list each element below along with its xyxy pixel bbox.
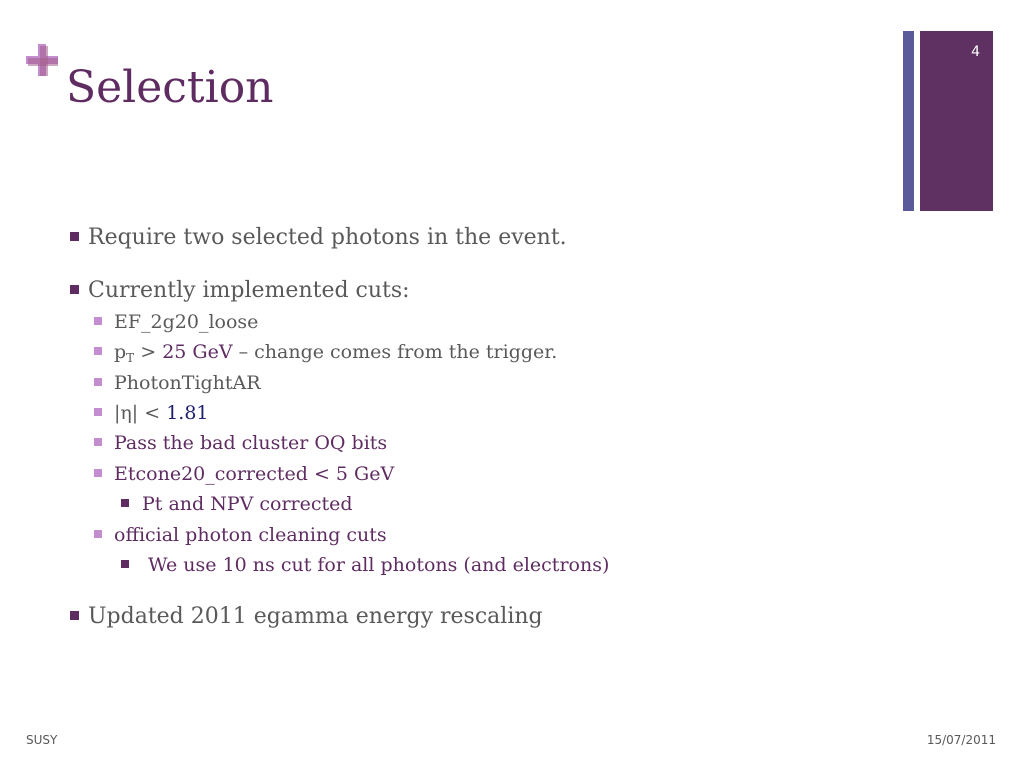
square-bullet-icon	[94, 438, 102, 446]
footer-date: 15/07/2011	[926, 733, 996, 747]
cut-cleaning-note: We use 10 ns cut for all photons (and electrons)	[121, 554, 609, 576]
square-bullet-icon	[94, 317, 102, 325]
square-bullet-icon	[121, 560, 129, 568]
square-bullet-icon	[121, 499, 129, 507]
square-bullet-icon	[70, 611, 79, 620]
footer-label: SUSY	[26, 733, 58, 747]
slide-number: 4	[971, 44, 980, 60]
square-bullet-icon	[94, 530, 102, 538]
cut-photon-tight: PhotonTightAR	[94, 372, 261, 394]
square-bullet-icon	[70, 285, 79, 294]
square-bullet-icon	[94, 408, 102, 416]
cut-cleaning: official photon cleaning cuts	[94, 524, 387, 546]
cut-etcone-note: Pt and NPV corrected	[121, 493, 353, 515]
bullet-energy-rescaling: Updated 2011 egamma energy rescaling	[70, 604, 543, 629]
square-bullet-icon	[94, 469, 102, 477]
bullet-require-photons: Require two selected photons in the event.	[70, 225, 567, 250]
cut-etcone: Etcone20_corrected < 5 GeV	[94, 463, 394, 485]
cut-pt: $p_T > 25$ GeV – change comes from the trigger.	[94, 341, 557, 365]
bullet-implemented-cuts: Currently implemented cuts:	[70, 278, 410, 303]
slide-title: Selection	[66, 62, 274, 113]
square-bullet-icon	[94, 347, 102, 355]
square-bullet-icon	[70, 232, 79, 241]
cut-trigger: EF_2g20_loose	[94, 311, 258, 333]
cut-eta: |η| < 1.81	[94, 402, 209, 424]
square-bullet-icon	[94, 378, 102, 386]
cut-bad-cluster: Pass the bad cluster OQ bits	[94, 432, 387, 454]
